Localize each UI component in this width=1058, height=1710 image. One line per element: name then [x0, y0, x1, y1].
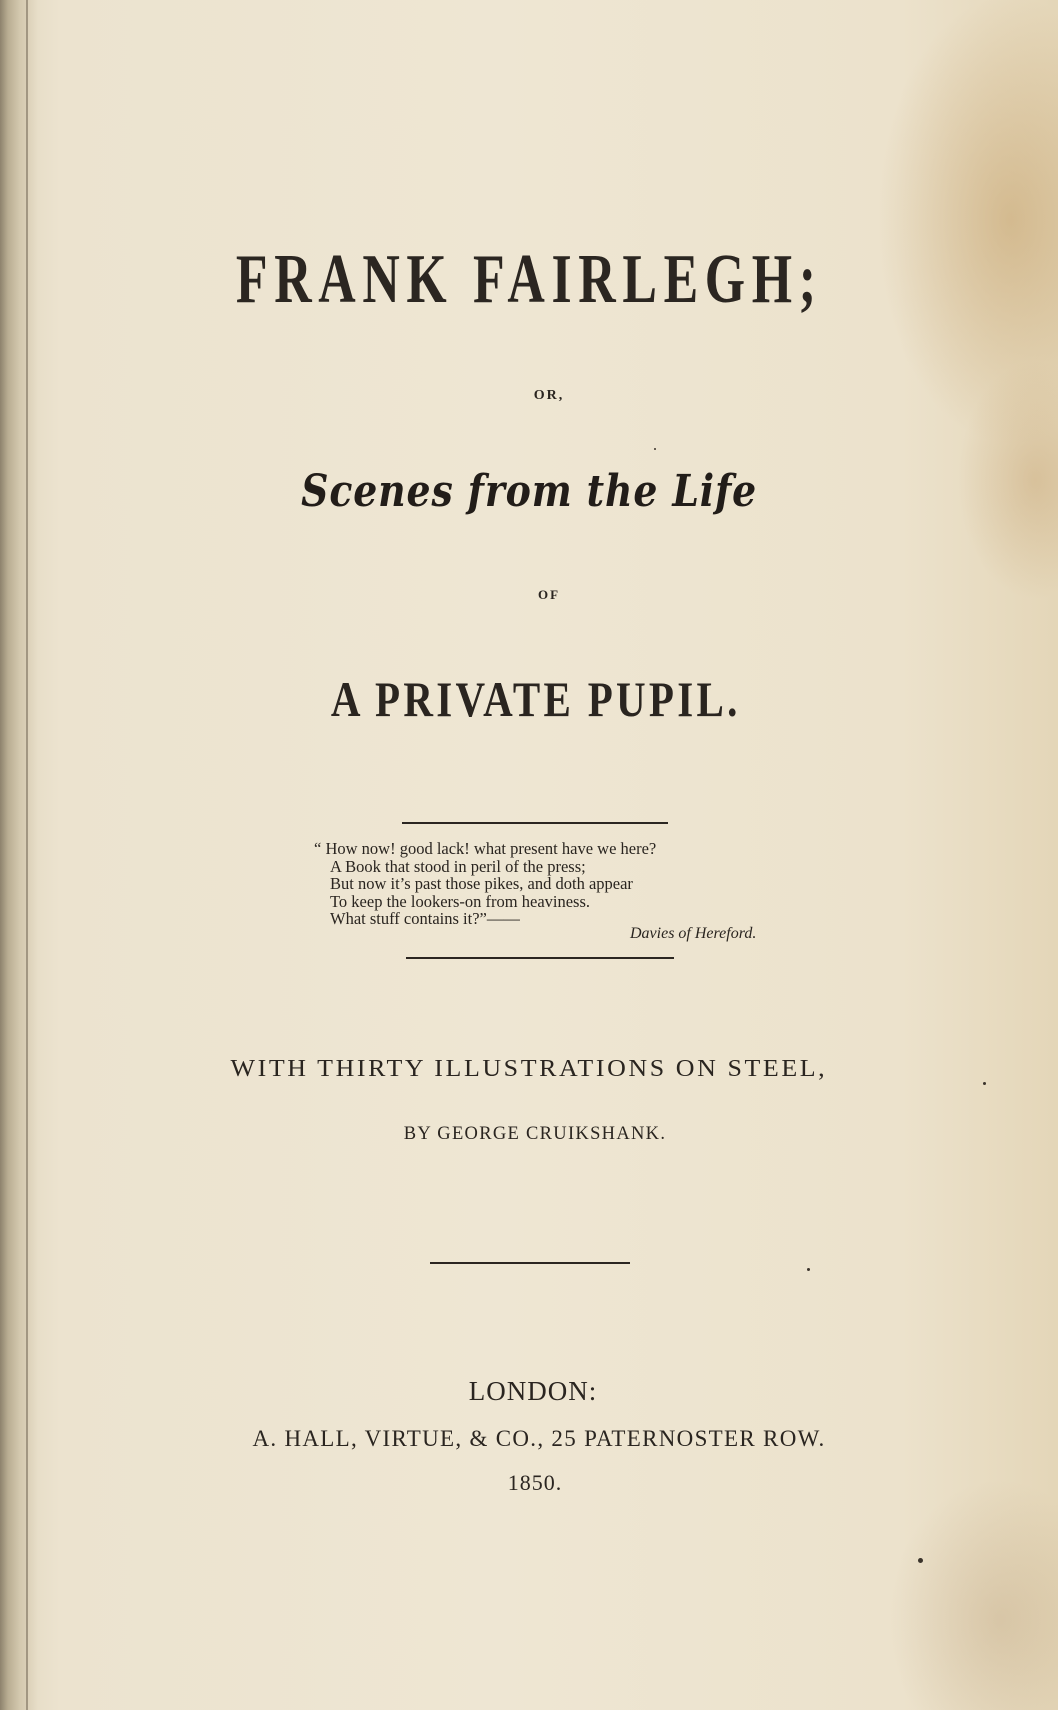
epigraph-line: A Book that stood in peril of the press;: [330, 856, 586, 876]
epigraph-attribution: Davies of Hereford.: [630, 925, 757, 942]
illustrations-note: WITH THIRTY ILLUSTRATIONS ON STEEL,: [230, 1056, 828, 1082]
imprint-publisher: A. HALL, VIRTUE, & CO., 25 PATERNOSTER ROW.: [252, 1426, 826, 1451]
book-subject: A PRIVATE PUPIL.: [330, 671, 741, 727]
epigraph-line: What stuff contains it?”——: [330, 909, 520, 928]
epigraph-bottom-rule: [406, 957, 674, 959]
epigraph: [314, 840, 656, 928]
illustrator-credit: BY GEORGE CRUIKSHANK.: [403, 1124, 667, 1144]
of-connector: OF: [537, 587, 561, 602]
epigraph-line: “ How now! good lack! what present have we here?: [314, 839, 657, 858]
book-gutter: [0, 0, 38, 1710]
or-connector: OR,: [533, 388, 565, 403]
paper-speck: [918, 1558, 923, 1563]
section-divider-rule: [430, 1262, 630, 1264]
book-subtitle: Scenes from the Life: [301, 466, 758, 517]
imprint-year: 1850.: [507, 1470, 563, 1495]
gutter-edge: [26, 0, 28, 1710]
epigraph-line: To keep the lookers-on from heaviness.: [330, 891, 591, 911]
epigraph-top-rule: [402, 822, 668, 824]
epigraph-line: But now it’s past those pikes, and doth appear: [330, 874, 633, 893]
paper-speck: [983, 1082, 986, 1085]
book-title: FRANK FAIRLEGH;: [235, 241, 823, 318]
imprint-city: LONDON:: [468, 1376, 598, 1406]
paper-speck: [807, 1268, 810, 1271]
paper-speck: [654, 448, 656, 450]
